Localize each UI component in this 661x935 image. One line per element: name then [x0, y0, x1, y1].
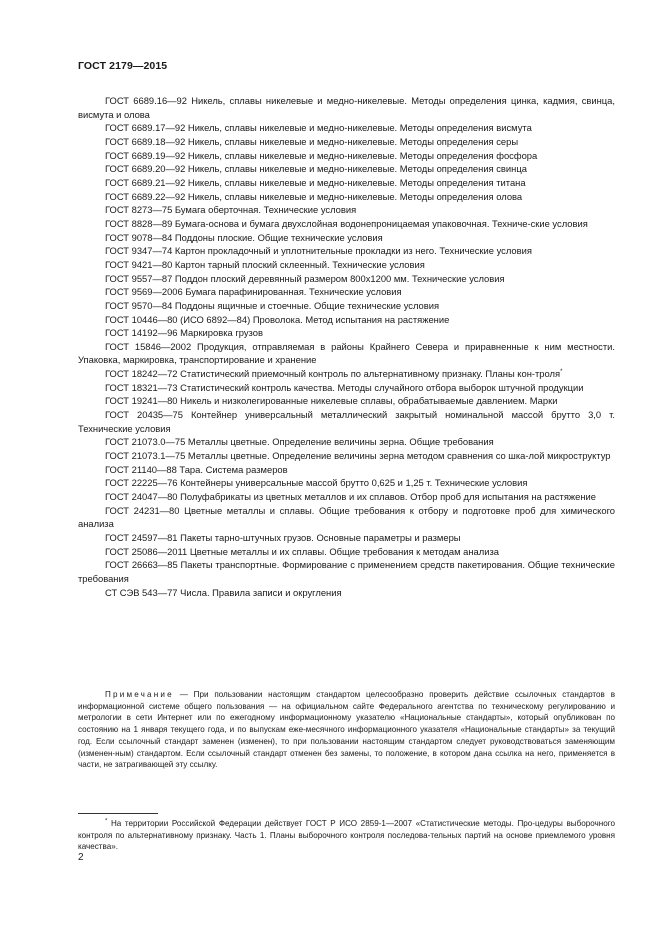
reference-item: ГОСТ 9347—74 Картон прокладочный и уплотнительные прокладки из него. Технические условия	[105, 245, 532, 257]
footnote-divider	[78, 813, 158, 814]
note-paragraph	[78, 689, 615, 771]
reference-item: ГОСТ 9570—84 Поддоны ящичные и стоечные. Общие технические условия	[105, 299, 440, 311]
reference-item: ГОСТ 18321—73 Статистический контроль качества. Методы случайного отбора выборок штучной продукции	[105, 381, 584, 393]
page-header: ГОСТ 2179—2015	[78, 60, 168, 72]
reference-item: СТ СЭВ 543—77 Числа. Правила записи и округления	[105, 586, 342, 598]
reference-item: ГОСТ 6689.18—92 Никель, сплавы никелевые и медно-никелевые. Методы определения серы	[105, 135, 519, 147]
reference-item: ГОСТ 6689.21—92 Никель, сплавы никелевые и медно-никелевые. Методы определения титана	[105, 176, 526, 188]
normative-references	[78, 94, 615, 599]
reference-item: ГОСТ 24597—81 Пакеты тарно-штучных грузов. Основные параметры и размеры	[105, 532, 461, 543]
note-text: При пользовании настоящим стандартом целесообразно проверить действие ссылочных стандартов в информационной системе общего пользования — на официальном сайте Федерального агентства по техническому регулированию и метрологии в сети Интернет или по ежегодному информационному указателю «Национальные стандарты», который опубликован по состоянию на 1 января текущего года, и по выпускам еже-месячного информационного указателя «Национальные стандарты» за текущий год. Если ссылочный стандарт заменен (изменен), то при пользовании настоящим стандартом следует руководствоваться заменяющим (изменен-ным) стандартом. Если ссылочный стандарт отменен без замены, то положение, в котором дана ссылка на него, применяется в части, не затрагивающей эту ссылку.	[78, 690, 615, 770]
reference-item: ГОСТ 9078—84 Поддоны плоские. Общие технические условия	[105, 231, 383, 243]
reference-item: ГОСТ 26663—85 Пакеты транспортные. Формирование с применением средств пакетирования. Общие технические требования	[78, 559, 615, 584]
reference-item: ГОСТ 9569—2006 Бумага парафинированная. Технические условия	[105, 286, 402, 298]
footnote-marker: *	[560, 369, 563, 375]
reference-item: ГОСТ 21073.1—75 Металлы цветные. Определение величины зерна методом сравнения со шка-лой микроструктур	[105, 450, 611, 462]
reference-item: ГОСТ 25086—2011 Цветные металлы и их сплавы. Общие требования к методам анализа	[105, 545, 499, 557]
reference-item: ГОСТ 6689.16—92 Никель, сплавы никелевые и медно-никелевые. Методы определения цинка, кадмия, свинца, висмута и олова	[78, 95, 615, 120]
reference-item: ГОСТ 20435—75 Контейнер универсальный металлический закрытый номинальной массой брутто 3,0 т. Технические условия	[78, 409, 615, 434]
reference-item: ГОСТ 8828—89 Бумага-основа и бумага двухслойная водонепроницаемая упаковочная. Техниче-ские условия	[105, 217, 588, 229]
reference-item: ГОСТ 24047—80 Полуфабрикаты из цветных металлов и их сплавов. Отбор проб для испытания на растяжение	[105, 491, 597, 503]
reference-item: ГОСТ 24231—80 Цветные металлы и сплавы. Общие требования к отбору и подготовке проб для химического анализа	[78, 504, 615, 530]
note-block	[78, 689, 615, 771]
reference-item: ГОСТ 8273—75 Бумага оберточная. Технические условия	[105, 204, 357, 216]
footnote-text: На территории Российской Федерации действует ГОСТ Р ИСО 2859-1—2007 «Статистические методы. Про-цедуры выборочного контроля по альтернативному признаку. Часть 1. Планы выборочного контроля последова-тельных партий на основе приемлемого уровня качества».	[78, 819, 615, 852]
reference-item: ГОСТ 21140—88 Тара. Система размеров	[105, 463, 288, 475]
reference-item: ГОСТ 15846—2002 Продукция, отправляемая в районы Крайнего Севера и приравненные к ним местности. Упаковка, маркировка, транспортирование и хранение	[78, 340, 615, 366]
footnote-paragraph	[78, 818, 615, 853]
reference-item: ГОСТ 22225—76 Контейнеры универсальные массой брутто 0,625 и 1,25 т. Технические условия	[105, 477, 528, 489]
note-label: Примечание	[105, 690, 174, 699]
note-dash: —	[173, 690, 194, 699]
reference-item: ГОСТ 10446—80 (ИСО 6892—84) Проволока. Метод испытания на растяжение	[105, 313, 450, 325]
reference-item: ГОСТ 6689.22—92 Никель, сплавы никелевые и медно-никелевые. Методы определения олова	[105, 190, 523, 202]
page-number: 2	[78, 852, 84, 863]
reference-item: ГОСТ 19241—80 Никель и низколегированные никелевые сплавы, обрабатываемые давлением. Марки	[105, 395, 558, 407]
reference-item: ГОСТ 9557—87 Поддон плоский деревянный размером 800x1200 мм. Технические условия	[105, 272, 505, 284]
reference-item: ГОСТ 6689.17—92 Никель, сплавы никелевые и медно-никелевые. Методы определения висмута	[105, 122, 532, 134]
footnote	[78, 818, 615, 853]
reference-item: ГОСТ 6689.19—92 Никель, сплавы никелевые и медно-никелевые. Методы определения фосфора	[105, 149, 538, 161]
reference-item: ГОСТ 9421—80 Картон тарный плоский склеенный. Технические условия	[105, 258, 425, 270]
reference-item: ГОСТ 21073.0—75 Металлы цветные. Определение величины зерна. Общие требования	[105, 436, 494, 448]
reference-item-18242	[78, 367, 615, 381]
reference-item: ГОСТ 14192—96 Маркировка грузов	[105, 327, 263, 339]
footnote-mark: *	[105, 818, 108, 825]
reference-text: ГОСТ 18242—72 Статистический приемочный контроль по альтернативному признаку. Планы кон-троля	[105, 368, 561, 380]
reference-item: ГОСТ 6689.20—92 Никель, сплавы никелевые и медно-никелевые. Методы определения свинца	[105, 163, 527, 175]
